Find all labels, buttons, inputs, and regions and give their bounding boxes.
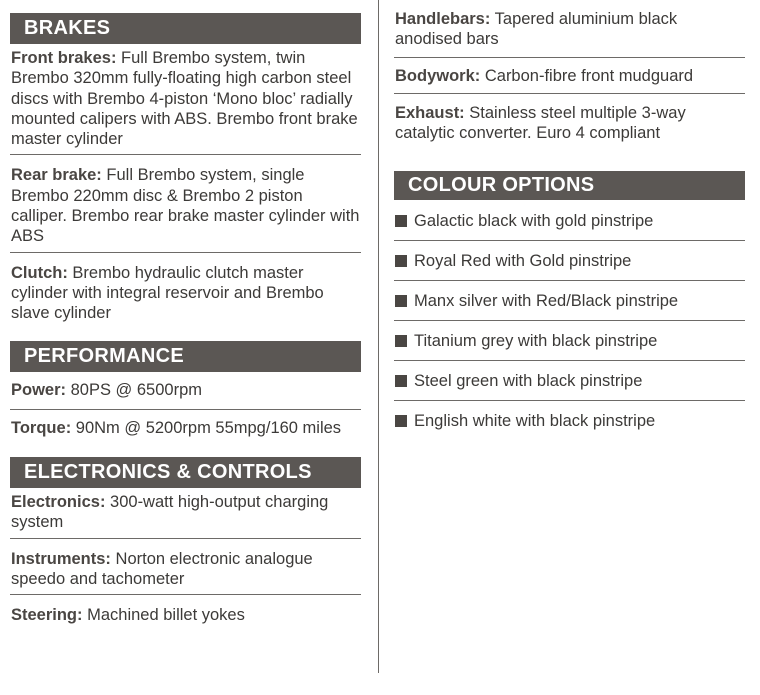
spec-rear-brake — [10, 155, 361, 252]
square-bullet-icon — [395, 295, 407, 307]
spec-electronics — [10, 488, 361, 539]
spec-exhaust — [394, 94, 745, 149]
spec-handlebars — [394, 0, 745, 58]
spec-label: Electronics: — [11, 493, 106, 512]
colour-label: Manx silver with Red/Black pinstripe — [414, 292, 679, 311]
spec-label: Bodywork: — [395, 66, 481, 85]
spec-power — [10, 372, 361, 410]
spec-value: Brembo hydraulic clutch master cylinder with integral reservoir and Brembo slave cylinder — [11, 263, 324, 323]
spec-value: 300-watt high-output charging system — [11, 493, 329, 532]
spec-label: Front brakes: — [11, 49, 117, 67]
performance-heading: PERFORMANCE — [10, 341, 361, 372]
spec-label: Torque: — [11, 418, 72, 437]
spec-front-brakes — [10, 44, 361, 155]
spec-bodywork — [394, 58, 745, 94]
colour-label: Titanium grey with black pinstripe — [414, 332, 658, 351]
colour-label: English white with black pinstripe — [414, 412, 656, 431]
spec-label: Clutch: — [11, 263, 68, 282]
colour-option — [394, 281, 745, 321]
spec-value: Full Brembo system, twin Brembo 320mm fully-floating high carbon steel discs with Brembo 4-piston ‘Mono bloc’ radially mounted calipers with ABS. Brembo front brake master cylinder — [11, 49, 358, 149]
spec-label: Handlebars: — [395, 10, 491, 28]
spec-label: Instruments: — [11, 549, 111, 568]
spec-label: Exhaust: — [395, 103, 465, 122]
electronics-heading: ELECTRONICS & CONTROLS — [10, 457, 361, 488]
colour-option — [394, 321, 745, 361]
spec-clutch — [10, 253, 361, 329]
spec-value: Stainless steel multiple 3-way catalytic converter. Euro 4 compliant — [395, 103, 686, 143]
brakes-heading: BRAKES — [10, 13, 361, 44]
colour-option — [394, 200, 745, 241]
spec-value: 80PS @ 6500rpm — [66, 380, 203, 399]
square-bullet-icon — [395, 255, 407, 267]
colour-option — [394, 241, 745, 281]
square-bullet-icon — [395, 335, 407, 347]
colour-option — [394, 361, 745, 401]
spec-value: Machined billet yokes — [82, 606, 245, 625]
column-divider — [378, 0, 379, 673]
spec-value: Norton electronic analogue speedo and tachometer — [11, 549, 313, 589]
spec-value: Full Brembo system, single Brembo 220mm disc & Brembo 2 piston calliper. Brembo rear brake master cylinder with ABS — [11, 166, 360, 246]
spec-torque — [10, 410, 361, 443]
spec-label: Steering: — [11, 606, 83, 625]
spec-value: Carbon-fibre front mudguard — [480, 66, 694, 85]
right-column — [394, 0, 745, 440]
spec-value: Tapered aluminium black anodised bars — [395, 10, 678, 49]
colour-option — [394, 401, 745, 440]
colour-label: Steel green with black pinstripe — [414, 372, 643, 391]
colour-label: Galactic black with gold pinstripe — [414, 212, 654, 231]
spec-value: 90Nm @ 5200rpm 55mpg/160 miles — [71, 418, 342, 437]
spec-label: Rear brake: — [11, 166, 102, 185]
colour-options-heading: COLOUR OPTIONS — [394, 171, 745, 200]
square-bullet-icon — [395, 375, 407, 387]
spec-instruments — [10, 539, 361, 596]
colour-label: Royal Red with Gold pinstripe — [414, 252, 632, 271]
square-bullet-icon — [395, 415, 407, 427]
spec-label: Power: — [11, 380, 67, 399]
left-column — [10, 0, 361, 631]
square-bullet-icon — [395, 215, 407, 227]
spec-steering — [10, 595, 361, 630]
